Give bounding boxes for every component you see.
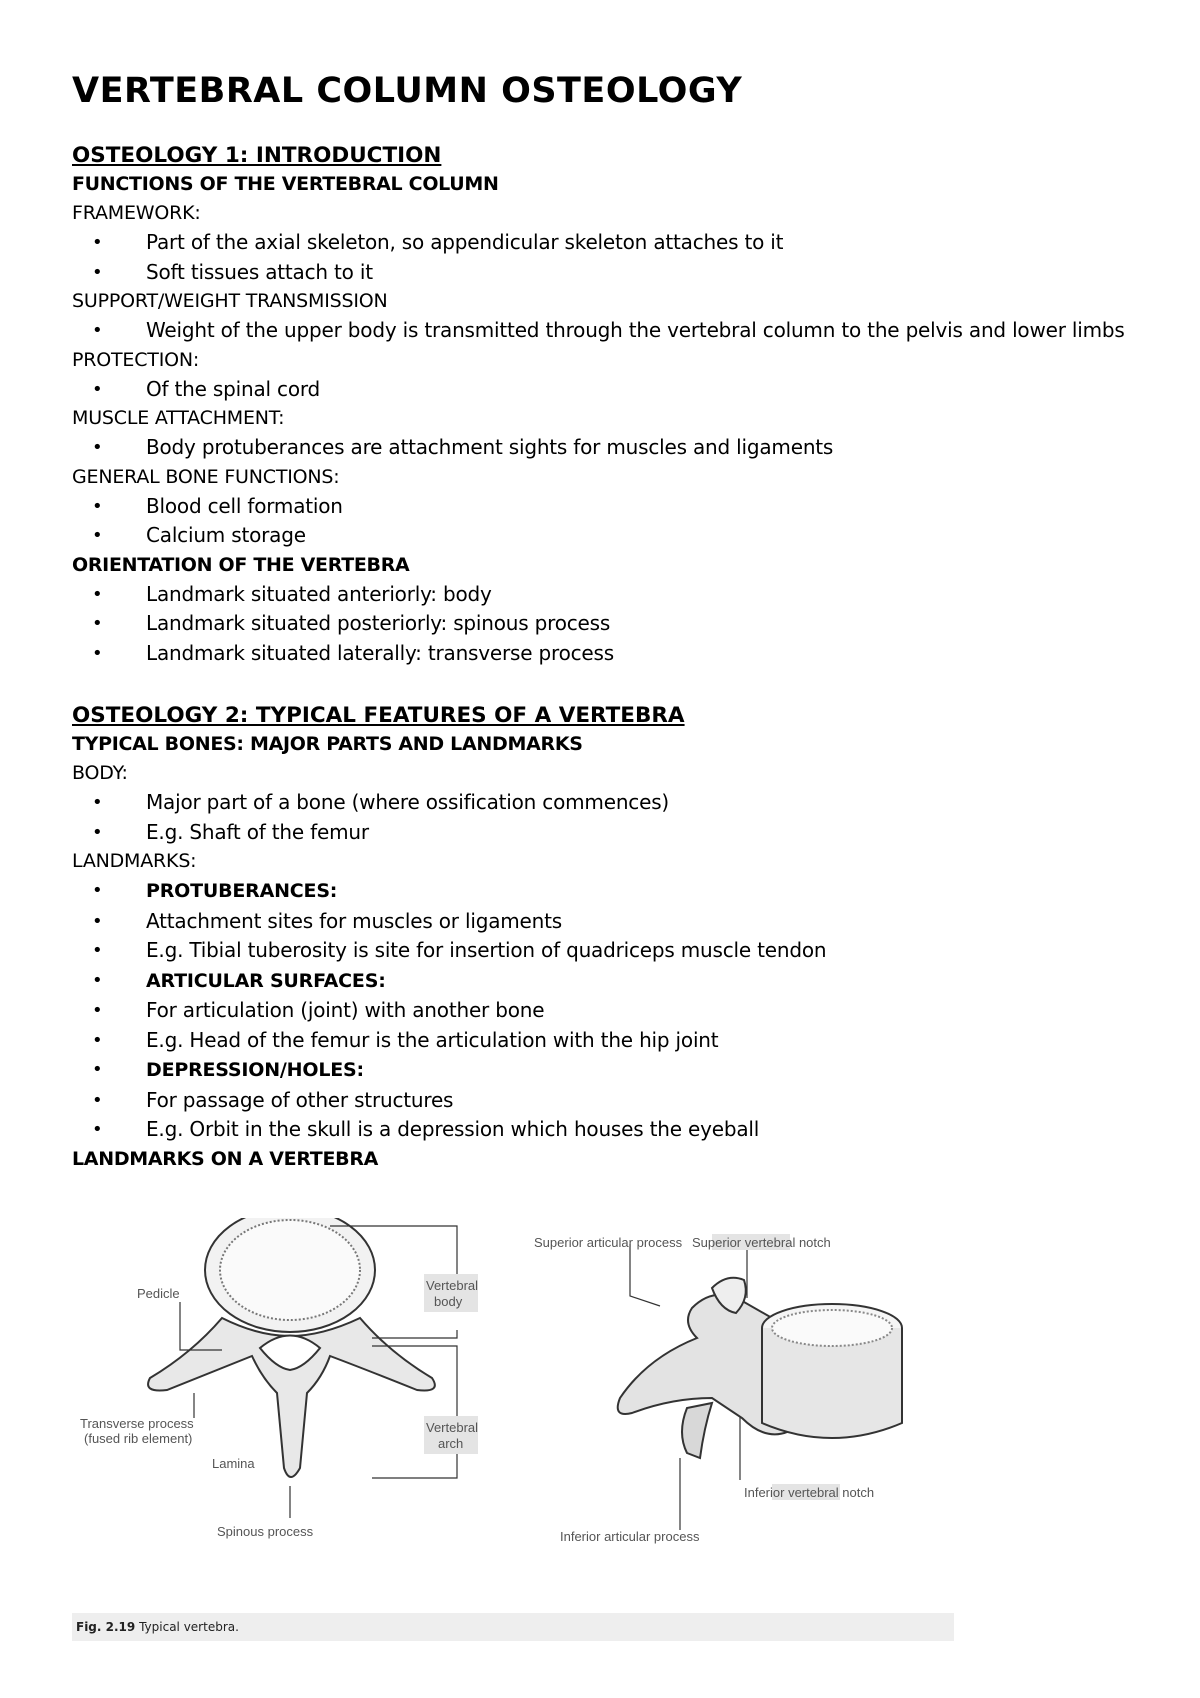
orientation-heading: ORIENTATION OF THE VERTEBRA: [72, 553, 410, 576]
section1-subheading: FUNCTIONS OF THE VERTEBRAL COLUMN: [72, 173, 499, 195]
bullet-icon: •: [92, 232, 103, 253]
document-title: VERTEBRAL COLUMN OSTEOLOGY: [72, 71, 743, 111]
bullet-text: E.g. Shaft of the femur: [146, 819, 369, 844]
bullet-text: E.g. Tibial tuberosity is site for insertion of quadriceps muscle tendon: [146, 938, 827, 962]
bullet-icon: •: [92, 880, 103, 901]
bullet-icon: •: [92, 910, 103, 932]
lateral-view-vertebra: [618, 1278, 902, 1458]
bullet-text: Landmark situated posteriorly: spinous process: [146, 611, 611, 635]
vertebra-figure: [72, 1218, 1152, 1648]
bullet-icon: •: [92, 378, 103, 400]
caption-text: Typical vertebra.: [139, 1620, 239, 1634]
landmark-list: [72, 876, 1152, 1145]
figure-caption: [72, 1613, 954, 1641]
function-category-label: FRAMEWORK:: [72, 202, 201, 224]
label-vertebral-arch-1: Vertebral: [426, 1420, 479, 1435]
bullet-item: [72, 1026, 1152, 1056]
bullet-icon: •: [92, 642, 103, 664]
bullet-item: [72, 316, 1152, 346]
function-category-label: GENERAL BONE FUNCTIONS:: [72, 465, 340, 488]
bullet-icon: •: [92, 613, 103, 634]
orientation-list: [72, 580, 1152, 669]
vertebra-landmarks-heading: LANDMARKS ON A VERTEBRA: [72, 1147, 379, 1170]
label-spinous-process: Spinous process: [217, 1524, 314, 1539]
bullet-item: [72, 433, 1152, 463]
function-category-label: PROTECTION:: [72, 348, 200, 371]
bullet-item: [72, 375, 1152, 405]
bullet-icon: •: [92, 1059, 103, 1080]
bullet-text: Calcium storage: [146, 523, 306, 547]
bullet-item: [72, 996, 1152, 1026]
body-label: BODY:: [72, 762, 128, 784]
section2-heading: OSTEOLOGY 2: TYPICAL FEATURES OF A VERTEBRA: [72, 703, 685, 728]
bullet-text: E.g. Head of the femur is the articulation with the hip joint: [146, 1027, 719, 1052]
bullet-item: [72, 1115, 1152, 1145]
caption-prefix: Fig. 2.19: [76, 1620, 136, 1634]
bullet-item: [72, 521, 1152, 551]
bullet-icon: •: [92, 1029, 103, 1051]
bullet-item: [72, 492, 1152, 522]
bullet-item: [72, 936, 1152, 966]
bullet-icon: •: [92, 821, 103, 843]
bullet-text: Of the spinal cord: [146, 376, 321, 401]
function-category-list: [72, 375, 1152, 405]
bullet-text: For articulation (joint) with another bone: [146, 998, 545, 1022]
bullet-text: Body protuberances are attachment sights for muscles and ligaments: [146, 435, 834, 459]
bullet-item: [72, 580, 1152, 610]
function-category-list: [72, 316, 1152, 346]
bullet-item: [72, 907, 1152, 937]
bullet-icon: •: [92, 320, 103, 341]
bullet-icon: •: [92, 525, 103, 546]
function-category-label: MUSCLE ATTACHMENT:: [72, 407, 285, 429]
bullet-icon: •: [92, 1000, 103, 1021]
document-page: [72, 70, 1152, 1174]
bullet-text: Landmark situated laterally: transverse process: [146, 640, 614, 665]
label-inferior-articular-process: Inferior articular process: [560, 1529, 700, 1544]
bullet-text: Part of the axial skeleton, so appendicular skeleton attaches to it: [146, 230, 784, 254]
label-transverse-1: Transverse process: [80, 1416, 194, 1431]
section1-heading: OSTEOLOGY 1: INTRODUCTION: [72, 143, 442, 168]
bullet-text: For passage of other structures: [146, 1087, 454, 1112]
bullet-item: [72, 1086, 1152, 1116]
bullet-text: Landmark situated anteriorly: body: [146, 581, 492, 606]
bullet-text: Blood cell formation: [146, 493, 343, 518]
bullet-icon: •: [92, 969, 103, 991]
bullet-item: [72, 228, 1152, 258]
bullet-item: [72, 1055, 1152, 1086]
bullet-text: E.g. Orbit in the skull is a depression which houses the eyeball: [146, 1117, 760, 1141]
bullet-item: [72, 639, 1152, 669]
bullet-item: [72, 258, 1152, 288]
functions-list: [72, 199, 1152, 551]
bullet-item: [72, 876, 1152, 907]
label-vertebral-body-1: Vertebral: [426, 1278, 479, 1293]
bullet-text: Major part of a bone (where ossification commences): [146, 790, 670, 814]
label-inferior-vertebral-notch: Inferior vertebral notch: [744, 1485, 875, 1500]
landmarks-label: LANDMARKS:: [72, 850, 197, 872]
bullet-icon: •: [92, 792, 103, 813]
function-category-list: [72, 433, 1152, 463]
bullet-item: [72, 609, 1152, 639]
bullet-text: DEPRESSION/HOLES:: [146, 1059, 364, 1081]
label-pedicle: Pedicle: [137, 1286, 180, 1301]
label-superior-vertebral-notch: Superior vertebral notch: [692, 1235, 831, 1250]
bullet-text: Soft tissues attach to it: [146, 259, 373, 284]
bullet-text: PROTUBERANCES:: [146, 880, 338, 902]
function-category-list: [72, 492, 1152, 551]
bullet-icon: •: [92, 1089, 103, 1111]
label-transverse-2: (fused rib element): [84, 1431, 193, 1446]
function-category-list: [72, 228, 1152, 287]
label-vertebral-arch-2: arch: [438, 1436, 464, 1451]
bullet-item: [72, 966, 1152, 997]
bullet-icon: •: [92, 495, 103, 517]
body-list: [72, 788, 1152, 847]
label-vertebral-body-2: body: [434, 1294, 463, 1309]
function-category-label: SUPPORT/WEIGHT TRANSMISSION: [72, 290, 388, 312]
bullet-icon: •: [92, 261, 103, 283]
bullet-icon: •: [92, 583, 103, 605]
bullet-text: Weight of the upper body is transmitted through the vertebral column to the pelvis and lower limbs: [146, 318, 1125, 342]
section2-subheading: TYPICAL BONES: MAJOR PARTS AND LANDMARKS: [72, 733, 583, 755]
bullet-icon: •: [92, 1119, 103, 1140]
label-superior-articular-process: Superior articular process: [534, 1235, 683, 1250]
bullet-item: [72, 788, 1152, 818]
bullet-icon: •: [92, 940, 103, 961]
bullet-text: Attachment sites for muscles or ligaments: [146, 908, 562, 933]
vertebra-illustration: [72, 1218, 1152, 1618]
label-lamina: Lamina: [212, 1456, 255, 1471]
bullet-text: ARTICULAR SURFACES:: [146, 969, 386, 992]
bullet-icon: •: [92, 437, 103, 458]
bullet-item: [72, 818, 1152, 848]
